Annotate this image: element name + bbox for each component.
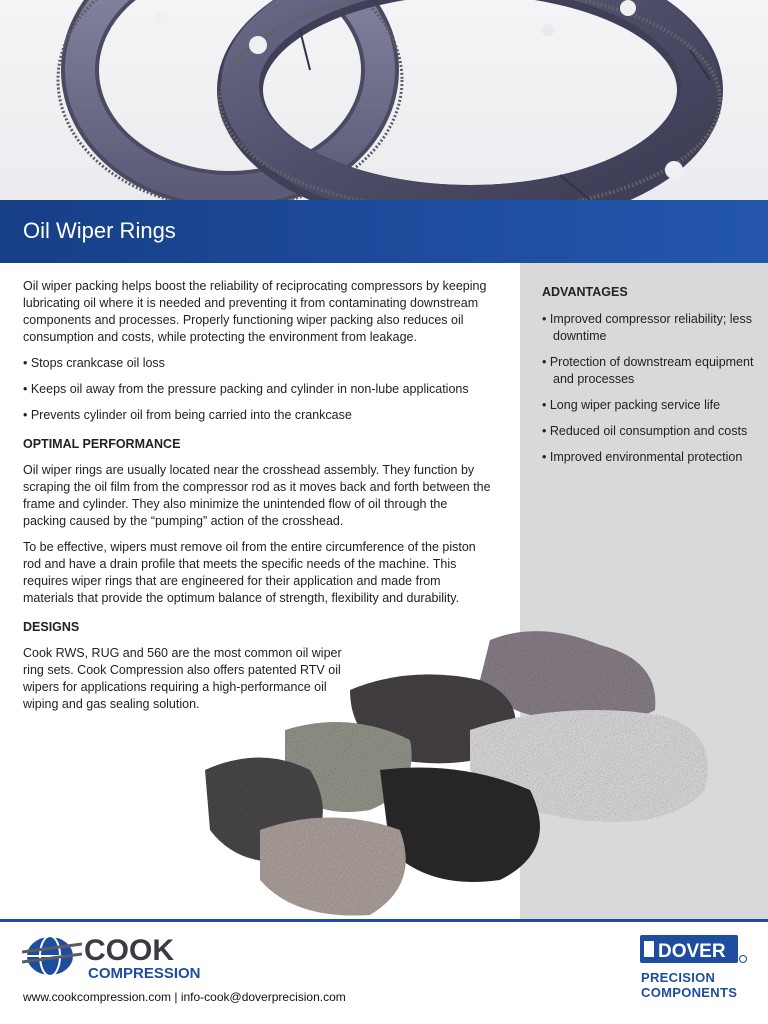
title-band xyxy=(0,200,768,263)
advantage-item: • Reduced oil consumption and costs xyxy=(542,424,748,438)
hero-image-rings xyxy=(0,0,768,200)
globe-icon xyxy=(22,936,82,976)
footer-contact-text: www.cookcompression.com | info-cook@doverprecision.com xyxy=(23,990,346,1004)
components-text: COMPONENTS xyxy=(641,985,738,1000)
footer-divider xyxy=(0,919,768,922)
advantage-item: • Long wiper packing service life xyxy=(542,398,721,412)
advantage-item: • Improved compressor reliability; less downtime xyxy=(542,312,752,343)
advantage-item: • Protection of downstream equipment and processes xyxy=(542,355,754,386)
powder-illustration xyxy=(200,620,720,920)
optimal-paragraph-2: To be effective, wipers must remove oil from the entire circumference of the piston rod and have a drain profile that meets the specific needs of the machine. This requires wiper rings that are engineered for their application and made from materials that provide the optimum balance of strength, flexibility and durability. xyxy=(23,540,476,605)
cook-compression-logo xyxy=(22,930,222,987)
optimal-heading: OPTIMAL PERFORMANCE xyxy=(23,437,181,451)
cook-brand-text: COOK xyxy=(84,934,174,967)
designs-paragraph: Cook RWS, RUG and 560 are the most common oil wiper ring sets. Cook Compression also offers patented RTV oil wipers for applications requiring a high-performance oil wiping and gas sealing solution. xyxy=(23,646,342,711)
rings-illustration xyxy=(0,0,768,200)
precision-text: PRECISION xyxy=(641,970,716,985)
precision-components-text xyxy=(641,970,737,1000)
designs-heading: DESIGNS xyxy=(23,620,80,634)
powder-materials-image xyxy=(200,620,720,925)
page-title: Oil Wiper Rings xyxy=(23,218,176,243)
dover-logo xyxy=(640,935,748,970)
compression-brand-text: COMPRESSION xyxy=(88,965,201,982)
advantages-heading: ADVANTAGES xyxy=(542,285,628,299)
advantages-list xyxy=(542,311,760,475)
advantage-item: • Improved environmental protection xyxy=(542,450,743,464)
intro-bullet: • Keeps oil away from the pressure packing and cylinder in non-lube applications xyxy=(23,382,469,396)
intro-paragraph: Oil wiper packing helps boost the reliability of reciprocating compressors by keeping lubricating oil where it is needed and preventing it from contaminating downstream components and processes. Properly functioning wiper packing also reduces oil consumption and costs, while protecting the environment from leakage. xyxy=(23,279,487,344)
intro-bullet: • Prevents cylinder oil from being carried into the crankcase xyxy=(23,408,352,422)
dover-brand-text: DOVER xyxy=(658,941,726,962)
optimal-paragraph-1: Oil wiper rings are usually located near the crosshead assembly. They function by scraping the oil film from the compressor rod as it moves back and forth between the frame and cylinder. They also minimize the unintended flow of oil through the packing caused by the “pumping” action of the crosshead. xyxy=(23,463,491,528)
intro-bullet: • Stops crankcase oil loss xyxy=(23,356,165,370)
